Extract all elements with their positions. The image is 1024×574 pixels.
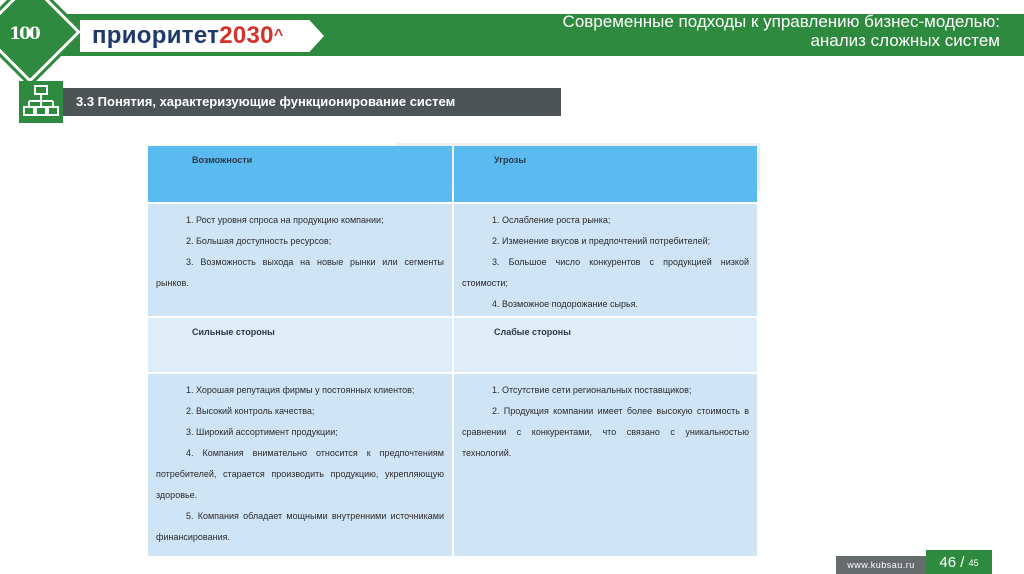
brand-name: приоритет: [92, 22, 220, 49]
anniversary-logo: 100: [9, 24, 39, 44]
list-item: 3. Широкий ассортимент продукции;: [186, 427, 338, 437]
list-item: 3. Возможность выхода на новые рынки или сегменты рынков.: [156, 257, 444, 288]
threats-header-cell: [454, 146, 757, 202]
brand-caret-icon: ^: [273, 27, 284, 44]
list-item: 1. Отсутствие сети региональных поставщиков;: [492, 385, 692, 395]
threats-header: Угрозы: [494, 155, 527, 165]
strengths-header-cell: [148, 318, 452, 372]
list-item: 2. Продукция компании имеет более высокую стоимость в сравнении с конкурентами, что связано с уникальностью технологий.: [462, 406, 749, 458]
list-item: 2. Изменение вкусов и предпочтений потребителей;: [492, 236, 711, 246]
list-item: 4. Компания внимательно относится к предпочтениям потребителей, старается производить продукцию, укрепляющую здоровье.: [156, 448, 444, 500]
title-line-2: анализ сложных систем: [810, 31, 1000, 50]
hierarchy-structure-icon: [19, 81, 63, 123]
list-item: 1. Рост уровня спроса на продукцию компании;: [186, 215, 384, 225]
list-item: 5. Компания обладает мощными внутренними источниками финансирования.: [156, 511, 444, 542]
presentation-title: [440, 12, 1000, 50]
brand-logo: [92, 21, 283, 51]
section-icon-box: [19, 81, 63, 123]
section-title: 3.3 Понятия, характеризующие функционирование систем: [63, 88, 561, 116]
current-page: 46: [939, 554, 957, 571]
list-item: 1. Ослабление роста рынка;: [492, 215, 611, 225]
list-item: 3. Большое число конкурентов с продукцией низкой стоимости;: [462, 257, 749, 288]
list-item: 2. Большая доступность ресурсов;: [186, 236, 332, 246]
title-line-1: Современные подходы к управлению бизнес-моделью:: [562, 12, 1000, 31]
total-pages: 45: [968, 558, 979, 568]
opportunities-header: Возможности: [192, 155, 253, 165]
page-counter: [926, 550, 992, 574]
website-link[interactable]: www.kubsau.ru: [836, 556, 926, 574]
strengths-body: [148, 374, 452, 556]
opportunities-body: [148, 204, 452, 316]
list-item: 2. Высокий контроль качества;: [186, 406, 315, 416]
strengths-header: Сильные стороны: [192, 327, 275, 337]
weaknesses-header-cell: [454, 318, 757, 372]
weaknesses-body: [454, 374, 757, 556]
list-item: 1. Хорошая репутация фирмы у постоянных клиентов;: [186, 385, 415, 395]
list-item: 4. Возможное подорожание сырья.: [492, 299, 639, 309]
weaknesses-header: Слабые стороны: [494, 327, 571, 337]
opportunities-header-cell: [148, 146, 452, 202]
page-separator: /: [956, 554, 969, 571]
brand-year: 2030: [219, 22, 274, 49]
threats-body: [454, 204, 757, 316]
